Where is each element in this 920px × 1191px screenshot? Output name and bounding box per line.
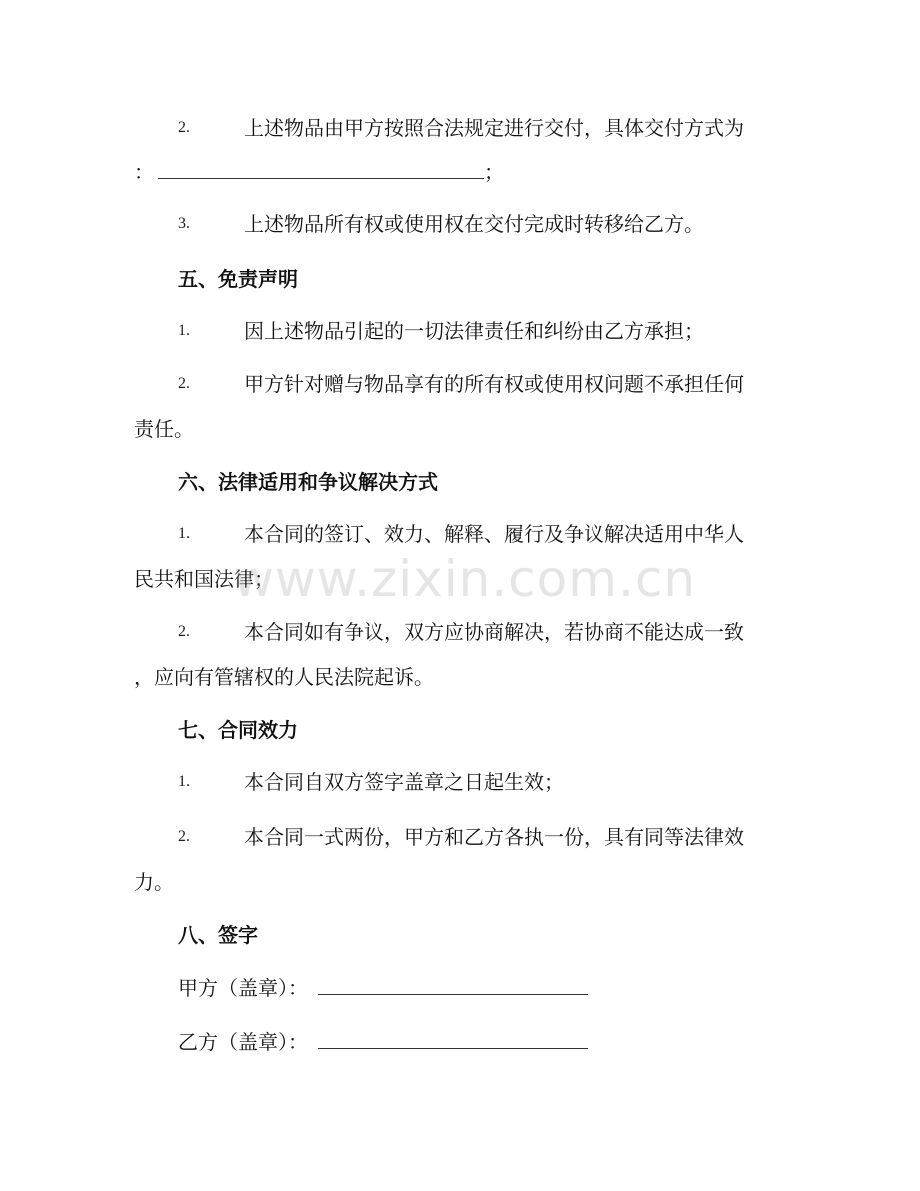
section-heading: 五、免责声明 [178,267,298,291]
party-b-signature-blank[interactable] [318,1030,588,1049]
section-heading: 八、签字 [178,923,258,947]
paragraph-text: 上述物品所有权或使用权在交付完成时转移给乙方。 [244,212,704,236]
paragraph-text: 力。 [134,870,174,894]
item-number: 2. [178,119,190,136]
semicolon-text: ； [484,160,504,184]
item-number: 2. [178,623,190,640]
item-number: 1. [178,773,190,790]
item-number: 2. [178,375,190,392]
paragraph-text: 本合同一式两份，甲方和乙方各执一份，具有同等法律效 [244,825,744,849]
watermark: www.zixin.com.cn [233,550,697,608]
paragraph-text: 本合同的签订、效力、解释、履行及争议解决适用中华人 [244,522,744,546]
section-heading: 七、合同效力 [178,718,298,742]
item-number: 3. [178,215,190,232]
paragraph-text: 责任。 [134,417,194,441]
paragraph-text: 本合同如有争议，双方应协商解决，若协商不能达成一致 [244,620,744,644]
item-number: 1. [178,525,190,542]
section-heading: 六、法律适用和争议解决方式 [178,470,438,494]
party-a-signature-line [178,976,588,1000]
colon-text: ： [134,160,154,184]
paragraph-text: 本合同自双方签字盖章之日起生效； [244,770,564,794]
party-b-label: 乙方（盖章）： [178,1030,308,1054]
paragraph-text: 因上述物品引起的一切法律责任和纠纷由乙方承担； [244,319,704,343]
paragraph-text: 甲方针对赠与物品享有的所有权或使用权问题不承担任何 [244,372,744,396]
item-number: 2. [178,828,190,845]
paragraph-text: 民共和国法律； [134,567,274,591]
party-b-signature-line [178,1030,588,1054]
delivery-method-line [134,160,504,184]
paragraph-text: 上述物品由甲方按照合法规定进行交付，具体交付方式为 [244,116,744,140]
item-number: 1. [178,322,190,339]
party-a-label: 甲方（盖章）： [178,976,308,1000]
paragraph-text: ，应向有管辖权的人民法院起诉。 [134,665,434,689]
party-a-signature-blank[interactable] [318,976,588,995]
delivery-method-blank[interactable] [158,160,484,179]
